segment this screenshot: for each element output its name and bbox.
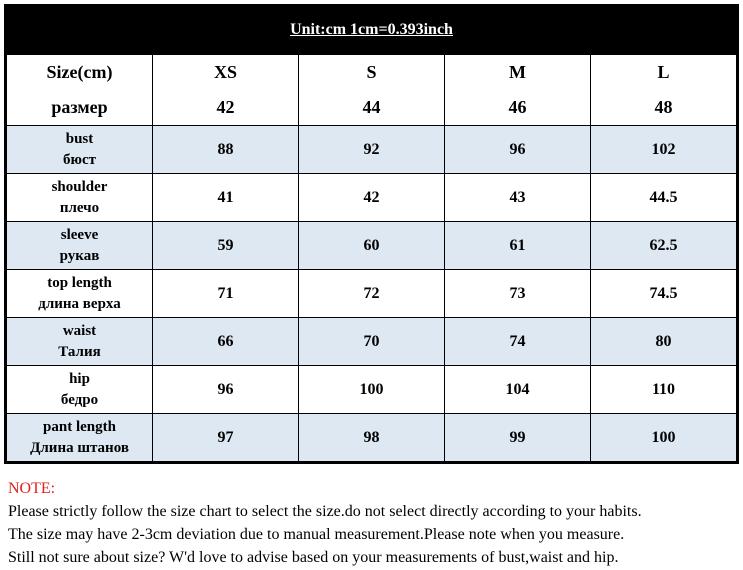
header-row <box>7 55 737 126</box>
table-cell: 92 <box>299 126 445 174</box>
row-label-en: shoulder <box>51 178 108 195</box>
table-cell: 100 <box>591 414 737 462</box>
row-label <box>7 222 153 270</box>
size-code: L <box>657 62 670 82</box>
table-cell: 88 <box>153 126 299 174</box>
row-bust <box>7 126 737 174</box>
note-line: Still not sure about size? W'd love to advise based on your measurements of bust,waist and hip. <box>8 549 619 566</box>
size-header-xs <box>153 55 299 126</box>
table-cell: 59 <box>153 222 299 270</box>
row-label <box>7 126 153 174</box>
size-number: 48 <box>654 97 673 117</box>
table-cell: 74.5 <box>591 270 737 318</box>
size-header-l <box>591 55 737 126</box>
size-table <box>6 54 737 462</box>
note-line: The size may have 2-3cm deviation due to manual measurement.Please note when you measure. <box>8 526 625 543</box>
row-label-en: waist <box>62 322 97 339</box>
table-cell: 100 <box>299 366 445 414</box>
table-cell: 70 <box>299 318 445 366</box>
table-cell: 60 <box>299 222 445 270</box>
note-line: Please strictly follow the size chart to select the size.do not select directly according to your habits. <box>8 503 642 520</box>
size-number: 44 <box>362 97 381 117</box>
header-label-ru: размер <box>51 97 108 117</box>
size-code: S <box>366 62 377 82</box>
row-label-ru: бюст <box>63 151 96 168</box>
unit-banner: Unit:cm 1cm=0.393inch <box>6 6 737 54</box>
table-cell: 98 <box>299 414 445 462</box>
table-cell: 43 <box>445 174 591 222</box>
size-code: XS <box>213 62 237 82</box>
table-cell: 71 <box>153 270 299 318</box>
table-cell: 72 <box>299 270 445 318</box>
header-label-en: Size(cm) <box>46 62 113 82</box>
table-cell: 104 <box>445 366 591 414</box>
table-cell: 102 <box>591 126 737 174</box>
table-cell: 97 <box>153 414 299 462</box>
table-cell: 44.5 <box>591 174 737 222</box>
size-header-m <box>445 55 591 126</box>
table-cell: 42 <box>299 174 445 222</box>
row-shoulder <box>7 174 737 222</box>
row-label <box>7 366 153 414</box>
table-cell: 74 <box>445 318 591 366</box>
row-label <box>7 270 153 318</box>
row-label-ru: плечо <box>59 199 100 216</box>
row-top-length <box>7 270 737 318</box>
size-header-s <box>299 55 445 126</box>
row-waist <box>7 318 737 366</box>
row-hip <box>7 366 737 414</box>
table-cell: 61 <box>445 222 591 270</box>
row-label-en: hip <box>69 370 90 387</box>
row-label-ru: бедро <box>60 391 99 408</box>
table-cell: 62.5 <box>591 222 737 270</box>
row-label-ru: рукав <box>59 247 100 264</box>
table-cell: 96 <box>445 126 591 174</box>
row-label-ru: Талия <box>58 343 101 360</box>
table-cell: 80 <box>591 318 737 366</box>
table-cell: 41 <box>153 174 299 222</box>
row-label <box>7 318 153 366</box>
notes-section <box>8 477 642 569</box>
table-cell: 73 <box>445 270 591 318</box>
row-sleeve <box>7 222 737 270</box>
row-label-en: sleeve <box>60 226 99 243</box>
row-label-en: pant length <box>43 418 116 435</box>
table-cell: 99 <box>445 414 591 462</box>
row-label-ru: Длина штанов <box>30 439 129 456</box>
row-pant-length <box>7 414 737 462</box>
size-chart <box>4 4 739 464</box>
table-cell: 66 <box>153 318 299 366</box>
size-number: 42 <box>216 97 235 117</box>
row-label-en: top length <box>47 274 112 291</box>
size-number: 46 <box>508 97 527 117</box>
row-label-en: bust <box>65 130 94 147</box>
row-label <box>7 414 153 462</box>
table-cell: 110 <box>591 366 737 414</box>
header-label-cell <box>7 55 153 126</box>
note-title: NOTE: <box>8 480 56 497</box>
row-label-ru: длина верха <box>38 295 121 312</box>
table-cell: 96 <box>153 366 299 414</box>
row-label <box>7 174 153 222</box>
size-code: M <box>509 62 526 82</box>
